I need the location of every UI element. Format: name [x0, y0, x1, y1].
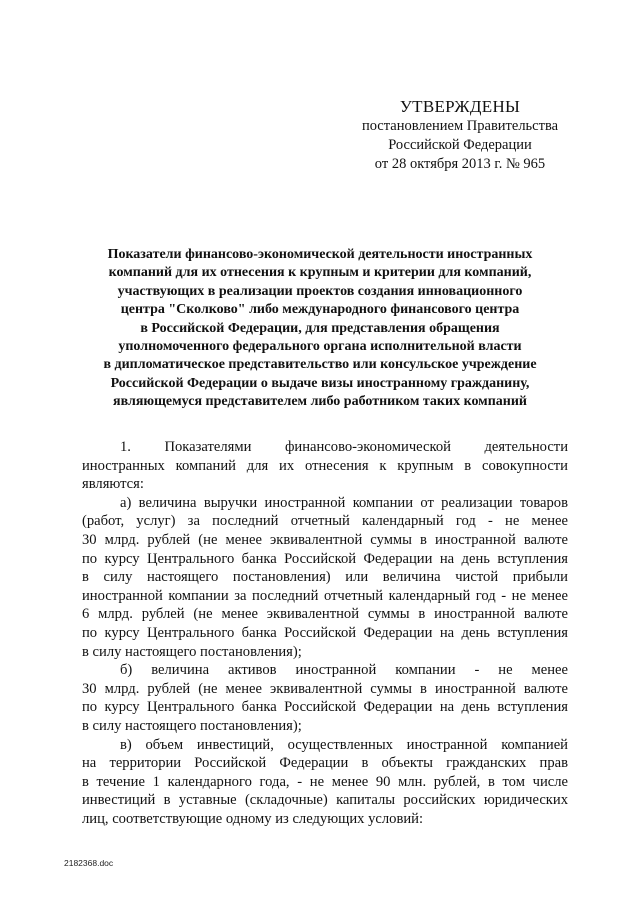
- text-line: лиц, соответствующие одному из следующих условий:: [82, 810, 424, 827]
- approval-line-federation: Российской Федерации: [388, 137, 532, 153]
- text-line: 6 млрд. рублей (не менее эквивалентной суммы в иностранной валюте: [82, 606, 568, 623]
- heading-line: уполномоченного федерального органа исполнительной власти: [118, 339, 522, 355]
- footer-filename: 2182368.doc: [64, 858, 114, 868]
- heading-line: участвующих в реализации проектов создания инновационного: [117, 283, 523, 299]
- heading-line: Российской Федерации о выдаче визы иностранному гражданину,: [110, 375, 530, 391]
- text-line: в силу настоящего постановления);: [82, 717, 302, 734]
- text-line: 30 млрд. рублей (не менее эквивалентной суммы в иностранной валюте: [82, 531, 568, 548]
- text-line: по курсу Центрального банка Российской Федерации на день вступления: [82, 624, 568, 641]
- approval-title: УТВЕРЖДЕНЫ: [399, 97, 521, 116]
- text-line: б) величина активов иностранной компании - не менее: [120, 662, 568, 679]
- paragraph-1: [82, 438, 568, 494]
- text-line: (работ, услуг) за последний отчетный календарный год - не менее: [82, 513, 568, 530]
- heading-line: компаний для их отнесения к крупным и критерии для компаний,: [108, 265, 532, 281]
- heading-line: центра "Сколково" либо международного финансового центра: [120, 302, 520, 318]
- text-line: 30 млрд. рублей (не менее эквивалентной суммы в иностранной валюте: [82, 680, 568, 697]
- heading-line: в Российской Федерации, для представления обращения: [140, 320, 500, 336]
- heading-line: в дипломатическое представительство или консульское учреждение: [103, 357, 537, 373]
- text-line: по курсу Центрального банка Российской Федерации на день вступления: [82, 699, 568, 716]
- text-line: на территории Российской Федерации в объекты гражданских прав: [82, 755, 568, 772]
- text-line: инвестиций в уставные (складочные) капиталы российских юридических: [82, 792, 568, 809]
- text-line: в силу настоящего постановления);: [82, 643, 302, 660]
- text-line: являются:: [82, 476, 144, 493]
- text-line: по курсу Центрального банка Российской Федерации на день вступления: [82, 550, 568, 567]
- document-body: [82, 438, 568, 828]
- paragraph-a: [82, 494, 568, 661]
- text-line: в течение 1 календарного года, - не менее 90 млн. рублей, в том числе: [82, 773, 568, 790]
- heading-line: являющемуся представителем либо работником таких компаний: [113, 394, 527, 410]
- text-line: иностранных компаний для их отнесения к крупным в совокупности: [82, 457, 568, 474]
- paragraph-c: [82, 736, 568, 829]
- text-line: а) величина выручки иностранной компании от реализации товаров: [120, 494, 568, 511]
- approval-line-decree: постановлением Правительства: [361, 118, 559, 134]
- text-line: иностранной компании за последний отчетный календарный год - не менее: [82, 587, 568, 604]
- text-line: в) объем инвестиций, осуществленных иностранной компанией: [120, 736, 568, 753]
- text-line: в силу настоящего постановления) или величина чистой прибыли: [82, 569, 568, 586]
- approval-block: [330, 97, 590, 174]
- paragraph-b: [82, 661, 568, 735]
- heading-line: Показатели финансово-экономической деятельности иностранных: [107, 247, 533, 262]
- document-heading: [70, 246, 570, 412]
- approval-line-date: от 28 октября 2013 г. № 965: [374, 156, 546, 172]
- text-line: 1. Показателями финансово-экономической деятельности: [120, 439, 568, 455]
